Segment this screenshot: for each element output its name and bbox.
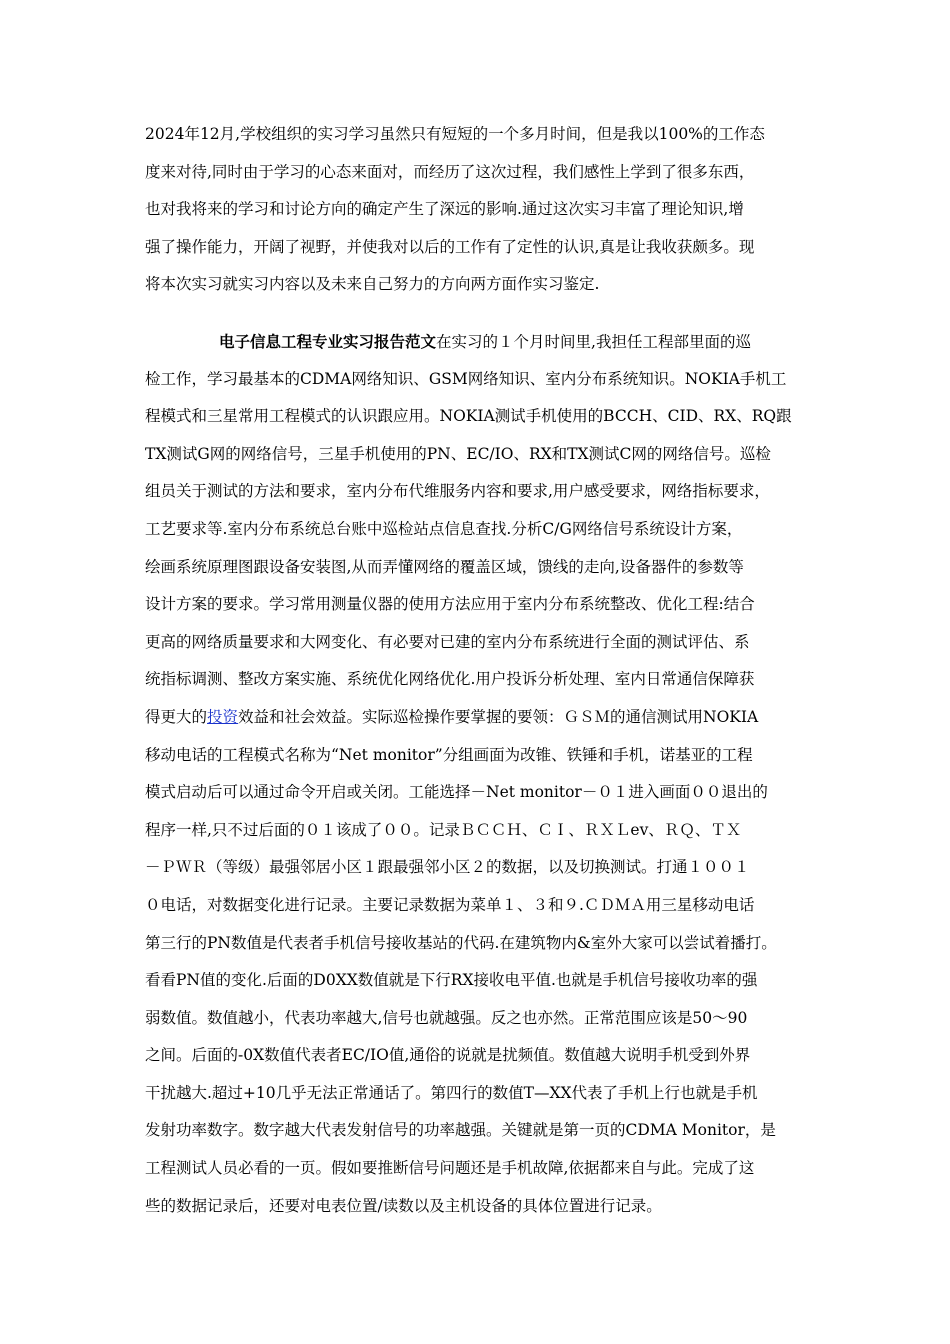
first-line [145, 323, 815, 361]
text-line: 绘画系统原理图跟设备安装图,从而弄懂网络的覆盖区域，馈线的走向,设备器件的参数等 [145, 557, 744, 576]
text-line: 将本次实习就实习内容以及未来自己努力的方向两方面作实习鉴定. [145, 275, 600, 294]
text-line: 2024年12月,学校组织的实习学习虽然只有短短的一个多月时间，但是我以100%的工作态 [145, 125, 765, 143]
text-line: 组员关于测试的方法和要求，室内分布代维服务内容和要求,用户感受要求，网络指标要求， [145, 482, 770, 501]
text-line: 也对我将来的学习和讨论方向的确定产生了深远的影响.通过这次实习丰富了理论知识,增 [145, 200, 744, 219]
text-line: 弱数值。数值越小，代表功率越大,信号也就越强。反之也亦然。正常范围应该是50～90 [145, 1008, 748, 1027]
text-line: 更高的网络质量要求和大网变化、有必要对已建的室内分布系统进行全面的测试评估、系 [145, 632, 750, 651]
link-line [145, 699, 815, 737]
text-line: 检工作，学习最基本的CDMA网络知识、GSM网络知识、室内分布系统知识。NOKIA手机工 [145, 369, 787, 388]
text-line: －ＰＷＲ（等级）最强邻居小区１跟最强邻小区２的数据，以及切换测试。打通１００１ [145, 858, 750, 877]
text-line: 模式启动后可以通过命令开启或关闭。工能选择－Net monitor－０１进入画面００退出的 [145, 783, 768, 802]
text-line: 发射功率数字。数字越大代表发射信号的功率越强。关键就是第一页的CDMA Monitor，是 [145, 1121, 776, 1140]
text-line: 看看PN值的变化.后面的D0XX数值就是下行RX接收电平值.也就是手机信号接收功率的强 [145, 971, 758, 990]
investment-link[interactable]: 投资 [207, 707, 239, 726]
text-line: 统指标调测、整改方案实施、系统优化网络优化.用户投诉分析处理、室内日常通信保障获 [145, 670, 755, 689]
text-line: 干扰越大.超过+10几乎无法正常通话了。第四行的数值T—XX代表了手机上行也就是手机 [145, 1083, 758, 1102]
text-line: 之间。后面的-0X数值代表者EC/IO值,通俗的说就是扰频值。数值越大说明手机受到外界 [145, 1046, 751, 1065]
text-span: 在实习的１个月时间里,我担任工程部里面的巡 [436, 333, 751, 351]
text-span: 得更大的 [145, 707, 208, 726]
text-line: 工程测试人员必看的一页。假如要推断信号问题还是手机故障,依据都来自与此。完成了这 [145, 1159, 755, 1178]
text-line: 程模式和三星常用工程模式的认识跟应用。NOKIA测试手机使用的BCCH、CID、RX、RQ跟 [145, 407, 792, 426]
text-line: 设计方案的要求。学习常用测量仪器的使用方法应用于室内分布系统整改、优化工程:结合 [145, 595, 755, 614]
text-line: 程序一样,只不过后面的０１该成了００。记录ＢＣＣＨ、ＣＩ、ＲＸＬev、ＲＱ、ＴＸ [145, 820, 742, 839]
intro-paragraph [145, 116, 815, 304]
text-span: 效益和社会效益。实际巡检操作要掌握的要领：ＧＳＭ的通信测试用NOKIA [238, 707, 759, 726]
text-line: 移动电话的工程模式名称为“Net monitor”分组画面为改锥、铁锤和手机，诺基亚的工程 [145, 745, 753, 764]
text-line: TX测试G网的网络信号，三星手机使用的PN、EC/IO、RX和TX测试C网的网络信号。巡检 [145, 444, 771, 463]
report-paragraph [145, 323, 815, 1225]
text-line: ０电话，对数据变化进行记录。主要记录数据为菜单１、３和９.ＣＤＭＡ用三星移动电话 [145, 895, 755, 914]
text-line: 工艺要求等.室内分布系统总台账中巡检站点信息查找.分析C/G网络信号系统设计方案， [145, 519, 743, 538]
text-line: 些的数据记录后，还要对电表位置/读数以及主机设备的具体位置进行记录。 [145, 1196, 662, 1215]
text-line: 第三行的PN数值是代表者手机信号接收基站的代码.在建筑物内&室外大家可以尝试着播打。 [145, 933, 777, 952]
text-line: 度来对待,同时由于学习的心态来面对，而经历了这次过程，我们感性上学到了很多东西， [145, 162, 755, 181]
report-heading: 电子信息工程专业实习报告范文 [219, 332, 437, 351]
text-line: 强了操作能力，开阔了视野，并使我对以后的工作有了定性的认识,真是让我收获颇多。现 [145, 237, 755, 256]
